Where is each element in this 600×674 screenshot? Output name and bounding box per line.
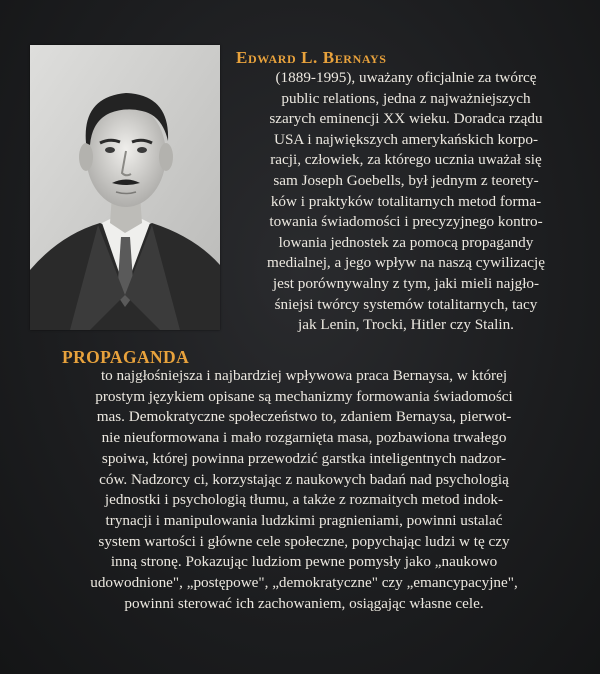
desc-line: mas. Demokratyczne społeczeństwo to, zdaniem Bernaysa, pierwot- xyxy=(96,408,512,426)
bio-line: (1889-1995), uważany oficjalnie za twórcę xyxy=(275,69,537,86)
desc-line: trynacji i manipulowania ludzkimi pragnieniami, powinni ustalać xyxy=(105,511,503,529)
desc-line: to najgłośniejsza i najbardziej wpływowa praca Bernaysa, w której xyxy=(100,367,508,384)
bio-line: public relations, jedna z najważniejszych xyxy=(281,89,531,107)
bio-line: lowania jednostek za pomocą propagandy xyxy=(278,233,534,251)
bio-line: jest porównywalny z tym, jaki mieli najgło- xyxy=(272,274,540,292)
desc-line: inną stronę. Pokazując ludziom pewne pomysły jako „naukowo xyxy=(110,553,498,571)
desc-line: powinni sterować ich zachowaniem, osiągając własne cele. xyxy=(124,594,484,612)
desc-line: udowodnione", „postępowe", „demokratyczne" czy „emancypacyjne", xyxy=(90,574,518,592)
desc-line: ców. Nadzorcy ci, korzystając z naukowych badań nad psychologią xyxy=(99,470,509,488)
bio-line: ków i praktyków totalitarnych metod forma- xyxy=(270,192,542,210)
author-portrait-image xyxy=(30,45,220,330)
author-name-heading: Edward L. Bernays xyxy=(236,48,387,67)
desc-line: prostym językiem opisane są mechanizmy formowania świadomości xyxy=(95,387,513,405)
bio-line: szarych eminencji XX wieku. Doradca rządu xyxy=(269,110,543,128)
bio-line: sam Joseph Goebells, był jednym z teorety- xyxy=(273,171,539,189)
book-title-heading: PROPAGANDA xyxy=(62,347,190,367)
bio-line: towania świadomości i precyzyjnego kontro- xyxy=(269,213,543,231)
book-description-paragraph xyxy=(44,366,564,614)
bio-line: medialnej, a jego wpływ na naszą cywilizację xyxy=(267,254,545,272)
bio-line: racji, człowiek, za którego ucznia uważał się xyxy=(270,151,542,169)
bio-line: śniejsi twórcy systemów totalitarnych, tacy xyxy=(274,295,538,313)
author-bio-paragraph xyxy=(228,68,584,336)
bio-line: jak Lenin, Trocki, Hitler czy Stalin. xyxy=(298,316,514,334)
desc-line: nie nieuformowana i mało rozgarnięta masa, pozbawiona trwałego xyxy=(101,429,507,447)
desc-line: jednostki i psychologią tłumu, a także z rozmaitych metod indok- xyxy=(104,491,504,509)
author-portrait-photo xyxy=(30,45,220,330)
desc-line: spoiwa, której powinna przewodzić garstka inteligentnych nadzor- xyxy=(101,449,507,467)
desc-line: system wartości i główne cele społeczne, popychając ludzi w tę czy xyxy=(98,532,510,550)
bio-line: USA i największych amerykańskich korpo- xyxy=(273,130,539,148)
